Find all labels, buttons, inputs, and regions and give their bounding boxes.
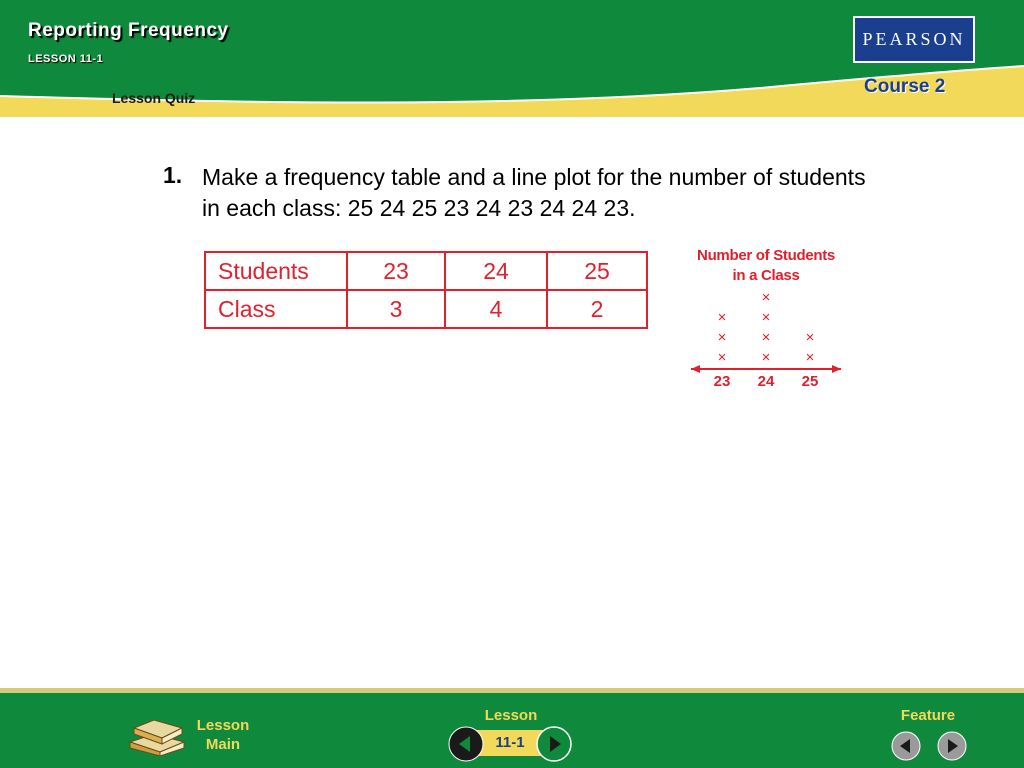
line-plot-title-line1: Number of Students bbox=[697, 247, 835, 264]
table-row bbox=[205, 252, 647, 290]
line-plot-mark: × bbox=[717, 309, 727, 326]
line-plot-mark: × bbox=[761, 349, 771, 366]
lesson-code: LESSON 11-1 bbox=[28, 53, 104, 65]
table-cell: 25 bbox=[547, 252, 647, 290]
table-cell: 2 bbox=[547, 290, 647, 328]
footer-lesson-label: Lesson bbox=[484, 707, 538, 724]
line-plot bbox=[683, 244, 853, 394]
question-text: Make a frequency table and a line plot for the number of students in each class: 25 24 25 23 24 23 24 24 23. bbox=[202, 164, 866, 221]
table-cell-row-label: Students bbox=[205, 252, 347, 290]
lesson-next-button[interactable] bbox=[536, 726, 572, 762]
line-plot-tick-label: 23 bbox=[713, 373, 731, 390]
course-label: Course 2 bbox=[864, 76, 946, 97]
line-plot-mark: × bbox=[717, 329, 727, 346]
axis-arrow-right-icon bbox=[832, 365, 841, 373]
line-plot-mark: × bbox=[761, 289, 771, 306]
lesson-prev-button[interactable] bbox=[448, 726, 484, 762]
footer-feature-label: Feature bbox=[900, 707, 956, 724]
table-cell: 3 bbox=[347, 290, 445, 328]
page-title: Reporting Frequency bbox=[28, 20, 229, 41]
table-cell: 24 bbox=[445, 252, 547, 290]
line-plot-mark: × bbox=[761, 309, 771, 326]
lesson-number: 11-1 bbox=[495, 734, 525, 751]
table-row bbox=[205, 290, 647, 328]
line-plot-tick-label: 24 bbox=[757, 373, 775, 390]
line-plot-mark: × bbox=[805, 329, 815, 346]
axis-arrow-left-icon bbox=[691, 365, 700, 373]
table-cell-row-label: Class bbox=[205, 290, 347, 328]
question-number: 1. bbox=[163, 162, 183, 188]
header-banner bbox=[0, 0, 1024, 117]
feature-prev-button[interactable] bbox=[891, 731, 921, 761]
line-plot-tick-label: 25 bbox=[801, 373, 819, 390]
pearson-logo: PEARSON bbox=[853, 16, 975, 63]
line-plot-mark: × bbox=[761, 329, 771, 346]
lesson-main-link[interactable] bbox=[187, 716, 259, 754]
section-label: Lesson Quiz bbox=[112, 90, 196, 106]
line-plot-title-line2: in a Class bbox=[732, 267, 800, 284]
feature-next-button[interactable] bbox=[937, 731, 967, 761]
books-icon[interactable] bbox=[126, 712, 188, 756]
lesson-main-line2: Main bbox=[205, 736, 241, 753]
frequency-table bbox=[204, 251, 648, 329]
line-plot-mark: × bbox=[717, 349, 727, 366]
line-plot-mark: × bbox=[805, 349, 815, 366]
table-cell: 4 bbox=[445, 290, 547, 328]
table-cell: 23 bbox=[347, 252, 445, 290]
lesson-main-line1: Lesson bbox=[196, 717, 250, 734]
